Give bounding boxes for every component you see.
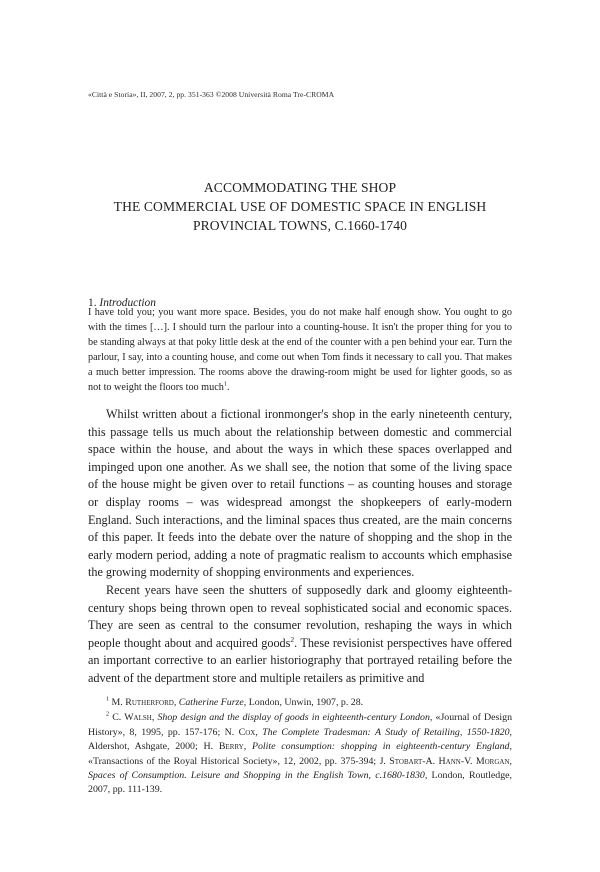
footnote-1: $^1$ M. Rutherford, Catherine Furze, London, Unwin, 1907, p. 28. — [106, 696, 364, 708]
article-title — [80, 178, 520, 235]
title-line-2: THE COMMERCIAL USE OF DOMESTIC SPACE IN ENGLISH — [113, 199, 487, 214]
title-line-3: PROVINCIAL TOWNS, C.1660-1740 — [192, 218, 408, 233]
body-text — [88, 406, 512, 688]
footnote-ref-2: 2 — [290, 634, 295, 644]
title-line-1: ACCOMMODATING THE SHOP — [203, 180, 397, 195]
paragraph-2-part-a: Recent years have seen the shutters of supposedly dark and gloomy eighteenth-century shops being thrown open to reveal sophisticated social and economic spaces. They are seen as central to the consumer revolution, reshaping the ways in which people thought about and acquired goods — [88, 582, 512, 650]
section-title: Introduction — [99, 297, 156, 309]
running-header: «Città e Storia», II, 2007, 2, pp. 351-363 ©2008 Università Roma Tre-CROMA — [88, 90, 335, 99]
epigraph-quote: I have told you; you want more space. Besides, you do not make half enough show. You ought to go with the times […]. I should turn the parlour into a counting-house. It isn't the proper thing for you to be standing always at that poky little desk at the end of the counter with a pen behind your ear. Turn the parlour, I say, into a counting house, and come out when Tom finds it necessary to call you. That makes a much better impression. The rooms above the drawing-room might be used for lighter goods, so as not to weight the floors too much$^1$. — [88, 307, 512, 393]
quote-text: I have told you; you want more space. Besides, you do not make half enough show. You ought to go with the times […]. I should turn the parlour into a counting-house. It isn't the proper thing for you to be standing always at that poky little desk at the end of the counter with a pen behind your ear. Turn the parlour, I say, into a counting house, and come out when Tom finds it necessary to call you. That makes a much better impression. The rooms above the drawing-room might be used for lighter goods, so as not to weight the floors too much — [88, 307, 512, 393]
section-number: 1. — [88, 297, 97, 309]
footnotes — [88, 696, 512, 799]
footnote-ref-1: 1 — [223, 380, 227, 388]
paragraph-2 — [88, 582, 512, 688]
footnote-2: $^2$ C. Walsh, Shop design and the display of goods in eighteenth-century London, «Journal of Design History», 8, 1995, pp. 157-176; N. Cox, The Complete Tradesman: A Study of Retailing, 1550-1820, Aldershot, Ashgate, 2000; H. Berry, Polite consumption: shopping in eighteenth-century England, «Transactions of the Royal Historical Society», 12, 2002, pp. 375-394; J. Stobart-A. Hann-V. Morgan, Spaces of Consumption. Leisure and Shopping in the English Town, c.1680-1830, London, Routledge, 2007, pp. 111-139. — [88, 712, 513, 796]
paragraph-2-part-b: . These revisionist perspectives have offered an important corrective to an earlier historiography that portrayed retailing before the advent of the department store and multiple retailers as primitive and — [88, 635, 512, 685]
paragraph-1: Whilst written about a fictional ironmonger's shop in the early nineteenth century, this passage tells us much about the relationship between domestic and commercial space within the house, and about the ways in which these spaces overlapped and impinged upon one another. As we shall see, the notion that some of the living space of the house might be given over to retail functions – as counting houses and storage or display rooms – was widespread amongst the shopkeepers of early-modern England. Such interactions, and the liminal spaces thus created, are the main concerns of this paper. It feeds into the debate over the nature of shopping and the shop in the early modern period, adding a note of pragmatic realism to accounts which emphasise the growing modernity of shopping environments and experiences. — [88, 407, 512, 580]
